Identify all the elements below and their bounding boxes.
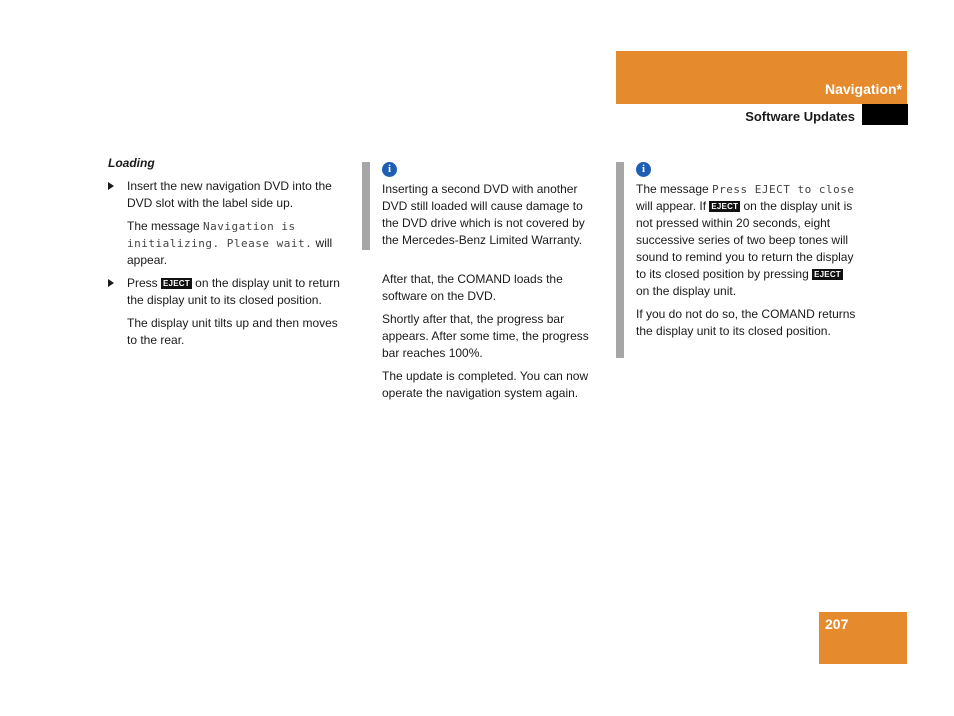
column-eject-reminder bbox=[616, 162, 856, 346]
reminder-text: on the display unit is not pressed within 20 seconds, eight successive series of two beep tones will sound to remind you to return the display to its closed position by pressing bbox=[636, 199, 854, 281]
note-text: will appear. bbox=[127, 236, 333, 267]
loads-software-text: After that, the COMAND loads the software on the DVD. bbox=[382, 272, 563, 303]
info-icon: i bbox=[636, 162, 651, 177]
info-icon: i bbox=[382, 162, 397, 177]
page-number: 207 bbox=[825, 616, 849, 632]
column-dvd-warning bbox=[362, 162, 602, 408]
update-completed-text: The update is completed. You can now operate the navigation system again. bbox=[382, 369, 589, 400]
eject-key-icon: EJECT bbox=[163, 279, 190, 288]
step-text: Press bbox=[127, 276, 162, 290]
bullet-arrow-icon bbox=[108, 279, 114, 287]
eject-key-icon: EJECT bbox=[711, 202, 739, 211]
info-block-eject bbox=[616, 162, 856, 340]
loading-heading: Loading bbox=[108, 156, 155, 170]
section-tab-marker bbox=[862, 104, 908, 125]
reminder-text: will appear. If bbox=[636, 199, 710, 213]
initializing-message-note bbox=[108, 218, 348, 269]
section-title: Navigation* bbox=[824, 81, 902, 97]
step-insert-dvd-text: Insert the new navigation DVD into the DVD slot with the label side up. bbox=[127, 179, 332, 210]
bullet-arrow-icon bbox=[108, 182, 114, 190]
eject-key-icon: EJECT bbox=[814, 270, 841, 279]
column-loading bbox=[108, 155, 348, 355]
display-message-press-eject: Press EJECT to close bbox=[712, 183, 855, 196]
note-text: The message bbox=[127, 219, 204, 233]
display-tilts-note: The display unit tilts up and then moves to the rear. bbox=[127, 316, 338, 347]
info-block-dvd-damage bbox=[362, 162, 602, 402]
step-text: on the display unit to return the display unit to its closed position. bbox=[127, 276, 340, 307]
step-press-eject bbox=[108, 275, 348, 309]
reminder-text: on the display unit. bbox=[636, 284, 737, 298]
reminder-text: The message bbox=[636, 182, 713, 196]
subsection-title: Software Updates bbox=[745, 109, 855, 124]
auto-close-text: If you do not do so, the COMAND returns the display unit to its closed position. bbox=[636, 307, 856, 338]
dvd-damage-warning: Inserting a second DVD with another DVD still loaded will cause damage to the DVD drive which is not covered by the Mercedes-Benz Limited Warranty. bbox=[382, 182, 585, 247]
info-bar bbox=[616, 162, 624, 358]
step-insert-dvd bbox=[108, 178, 348, 212]
eject-reminder-text bbox=[636, 181, 856, 300]
progress-bar-text: Shortly after that, the progress bar appears. After some time, the progress bar reaches 100%. bbox=[382, 312, 589, 360]
info-bar bbox=[362, 162, 370, 250]
display-message-initializing: Navigation is initializing. Please wait. bbox=[127, 220, 313, 250]
